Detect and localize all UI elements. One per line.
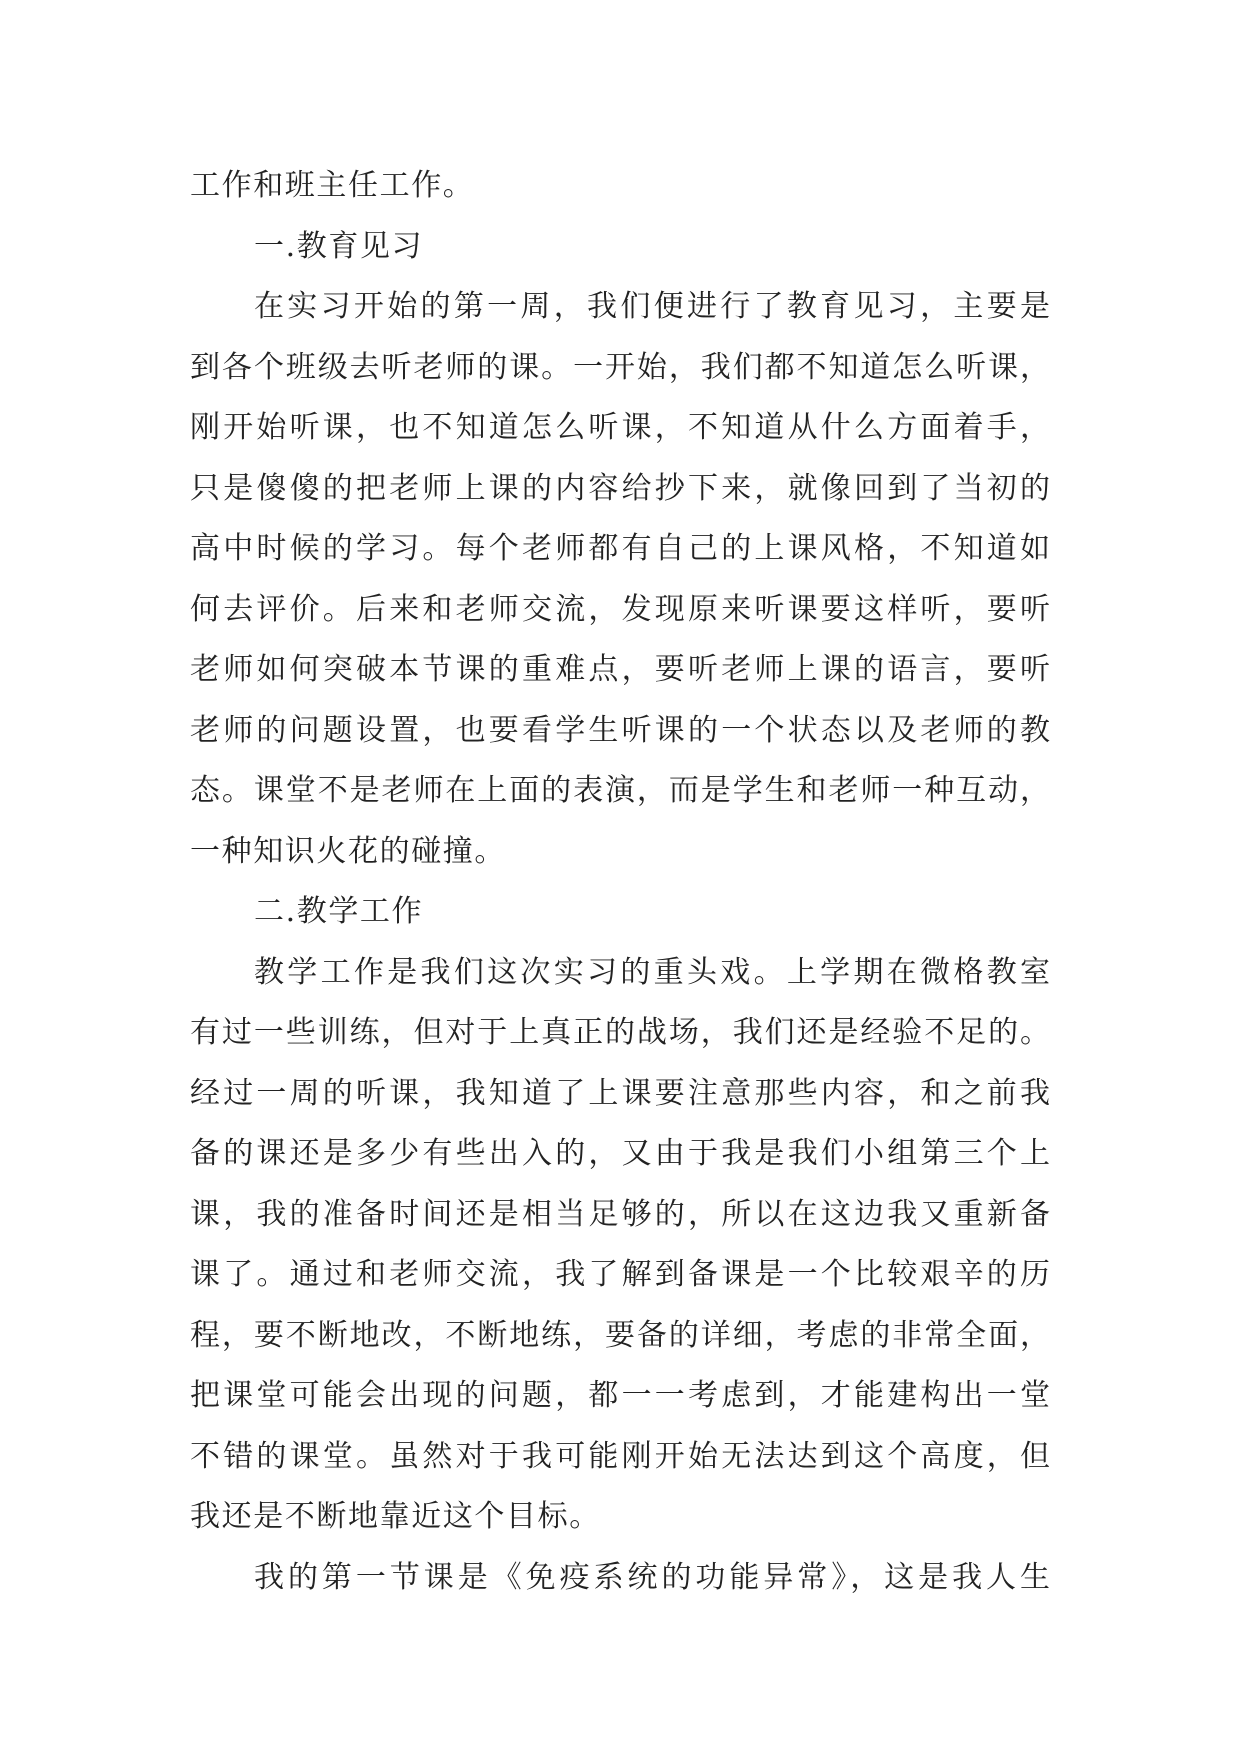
text-line: 老师如何突破本节课的重难点，要听老师上课的语言，要听 xyxy=(190,652,1050,687)
text-line: 二.教学工作 xyxy=(254,894,424,929)
text-line: 一.教育见习 xyxy=(254,228,424,264)
text-line: 我还是不断地靠近这个目标。 xyxy=(190,1499,601,1534)
text-line: 课了。通过和老师交流，我了解到备课是一个比较艰辛的历 xyxy=(190,1257,1050,1292)
text-line: 教学工作是我们这次实习的重头戏。上学期在微格教室 xyxy=(254,954,1050,990)
text-line: 到各个班级去听老师的课。一开始，我们都不知道怎么听课， xyxy=(190,349,1050,385)
text-line: 一种知识火花的碰撞。 xyxy=(190,833,506,869)
text-line: 老师的问题设置，也要看学生听课的一个状态以及老师的教 xyxy=(190,712,1050,748)
text-line: 有过一些训练，但对于上真正的战场，我们还是经验不足的。 xyxy=(190,1015,1050,1050)
text-line: 备的课还是多少有些出入的，又由于我是我们小组第三个上 xyxy=(190,1136,1050,1171)
text-line: 高中时候的学习。每个老师都有自己的上课风格，不知道如 xyxy=(190,531,1050,566)
text-line: 工作和班主任工作。 xyxy=(190,168,475,203)
text-line: 何去评价。后来和老师交流，发现原来听课要这样听，要听 xyxy=(190,591,1050,627)
text-line: 把课堂可能会出现的问题，都一一考虑到，才能建构出一堂 xyxy=(190,1378,1050,1413)
text-line: 不错的课堂。虽然对于我可能刚开始无法达到这个高度，但 xyxy=(190,1438,1050,1474)
text-line: 经过一周的听课，我知道了上课要注意那些内容，和之前我 xyxy=(190,1075,1050,1111)
document-body xyxy=(190,156,1050,1608)
text-line: 课，我的准备时间还是相当足够的，所以在这边我又重新备 xyxy=(190,1196,1050,1232)
text-line: 态。课堂不是老师在上面的表演，而是学生和老师一种互动， xyxy=(190,773,1050,808)
text-line: 我的第一节课是《免疫系统的功能异常》，这是我人生 xyxy=(254,1559,1050,1595)
text-line: 只是傻傻的把老师上课的内容给抄下来，就像回到了当初的 xyxy=(190,470,1050,506)
text-line: 刚开始听课，也不知道怎么听课，不知道从什么方面着手， xyxy=(190,410,1050,445)
text-line: 程，要不断地改，不断地练，要备的详细，考虑的非常全面， xyxy=(190,1317,1050,1353)
text-line: 在实习开始的第一周，我们便进行了教育见习，主要是 xyxy=(254,289,1050,324)
